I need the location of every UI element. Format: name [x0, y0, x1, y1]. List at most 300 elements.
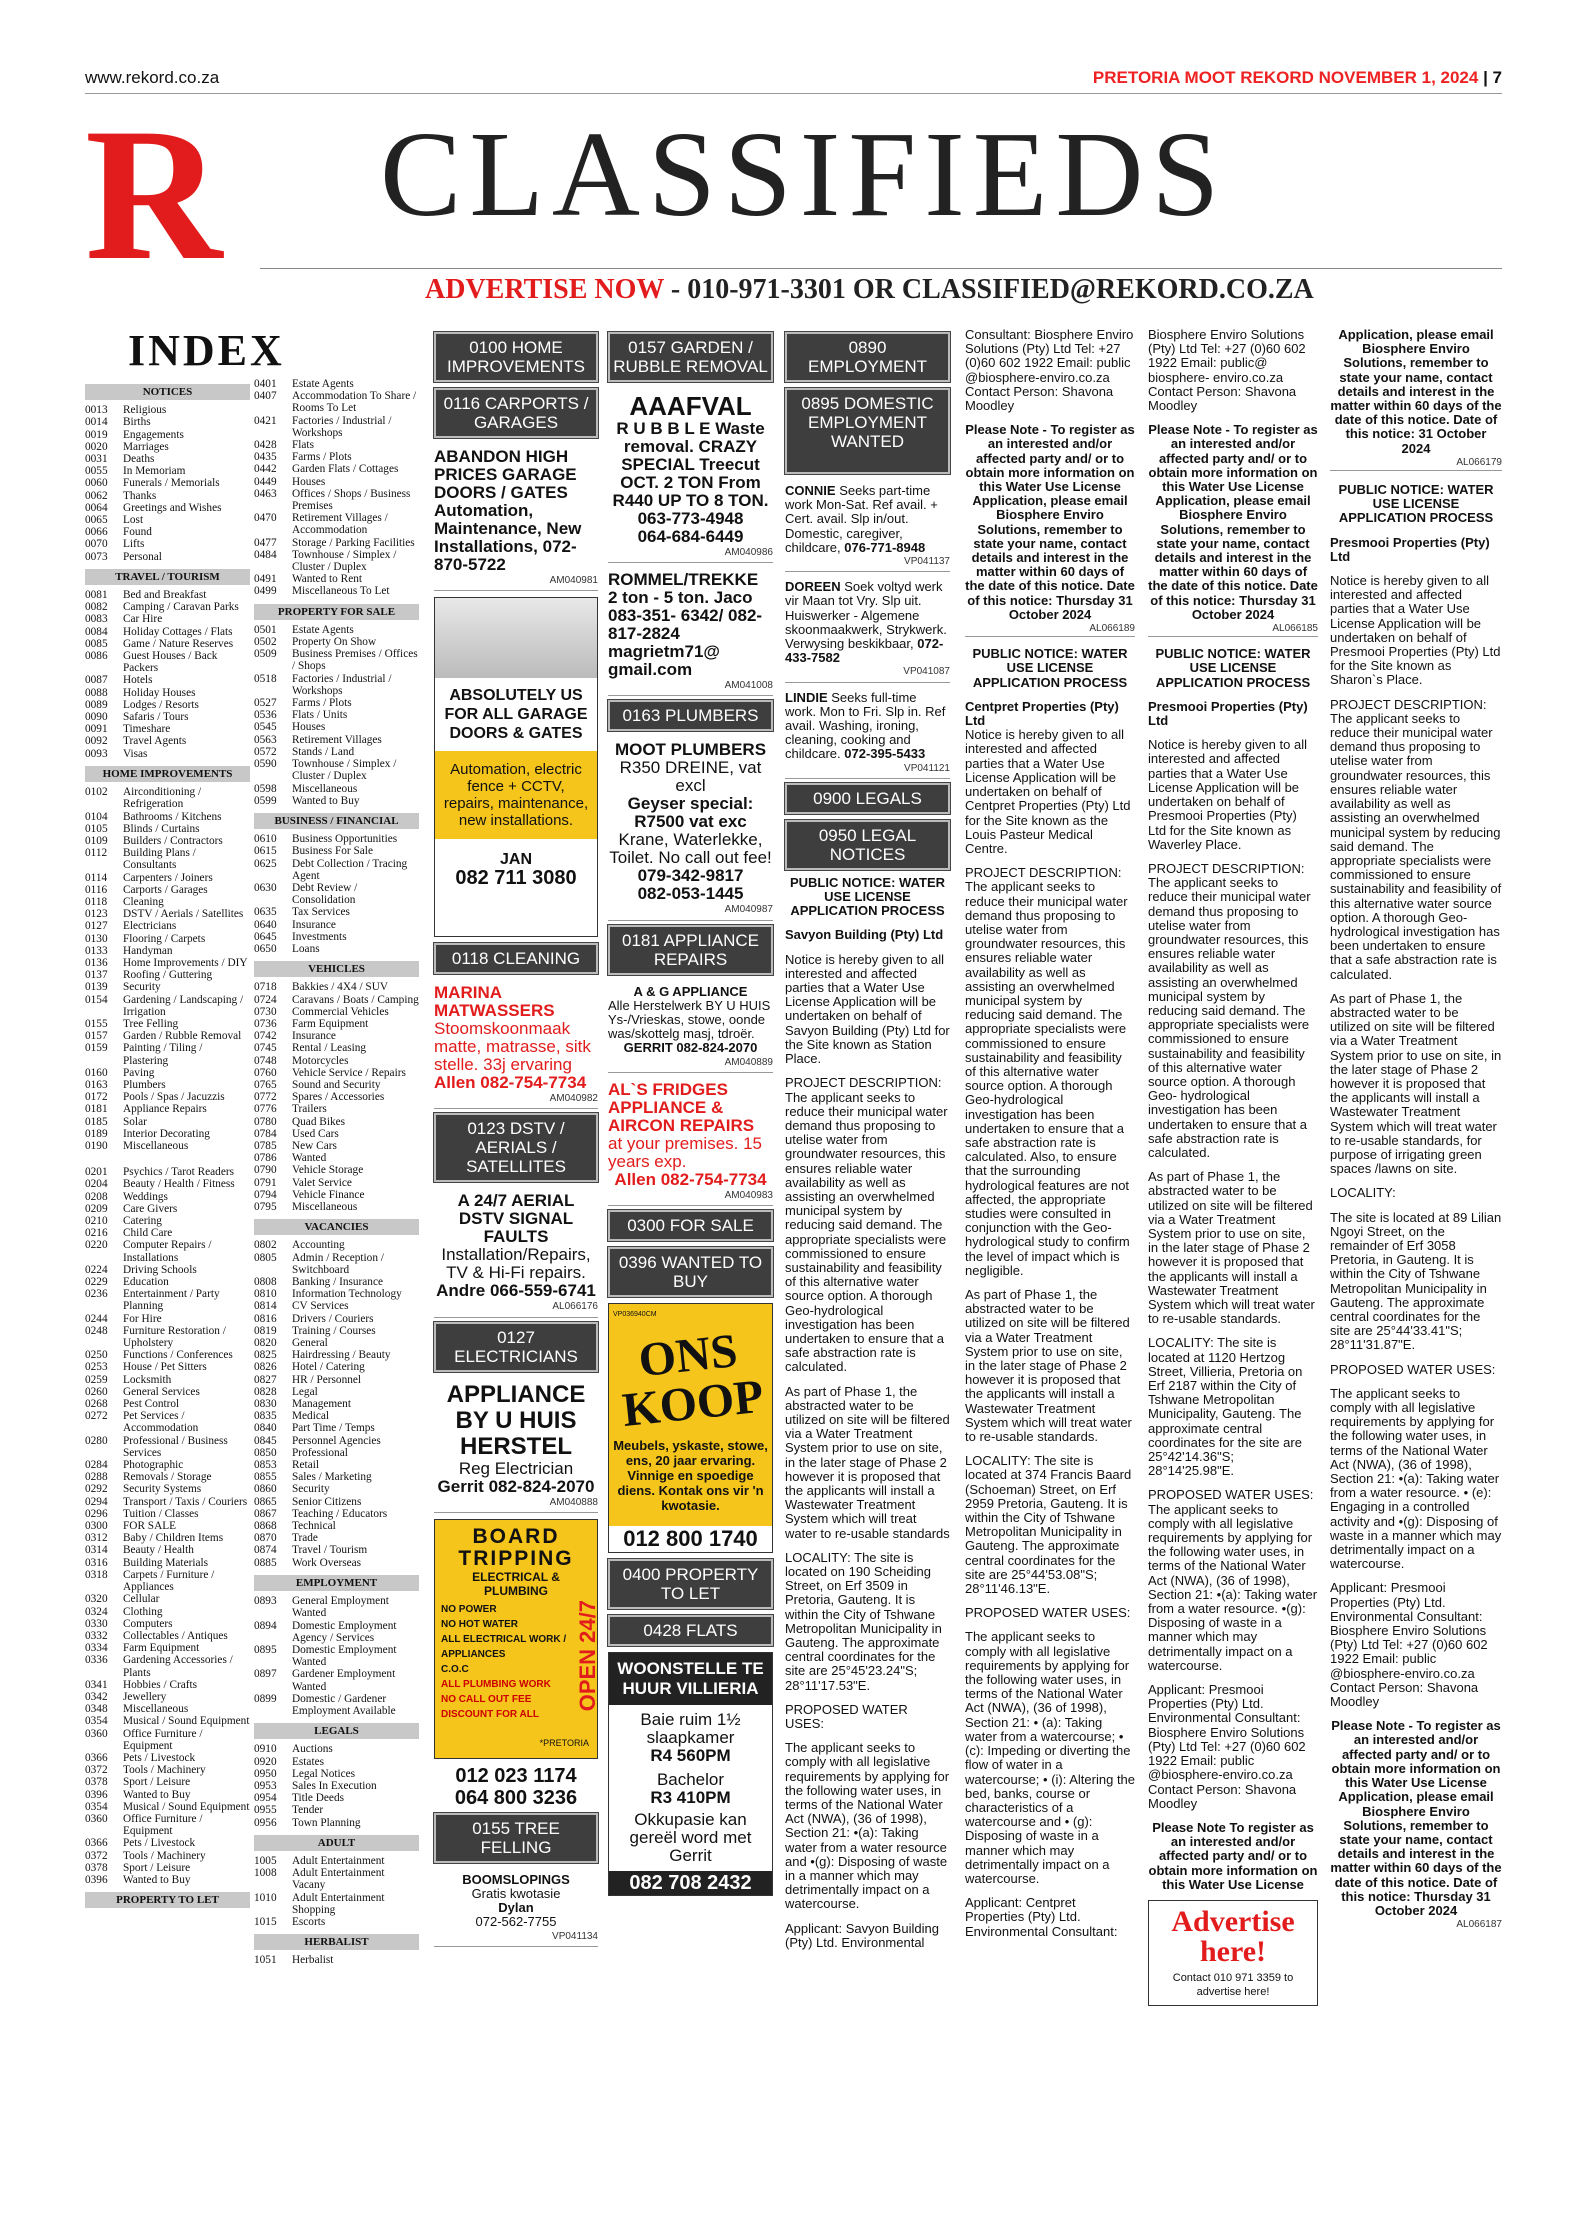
index-label: Interior Decorating — [123, 1127, 210, 1140]
index-code: 0784 — [254, 1127, 277, 1140]
index-item — [85, 1435, 250, 1459]
notice-paragraph: Notice is hereby given to all interested and affected parties that a Water Use License Application will be undertaken on behalf of Centpret Properties (Pty) Ltd for the Site known as the Louis Pasteur Medical Centre. — [965, 727, 1131, 856]
index-code: 0885 — [254, 1556, 277, 1569]
index-label: Estates — [292, 1755, 324, 1768]
index-item — [85, 969, 250, 981]
notice-paragraph: Applicant: Savyon Building (Pty) Ltd. Environmental — [785, 1920, 939, 1950]
index-code: 0825 — [254, 1349, 277, 1362]
index-label: Used Cars — [292, 1127, 339, 1140]
index-label: Paving — [123, 1066, 155, 1079]
index-item — [254, 1410, 419, 1422]
index-section-header: ADULT — [254, 1835, 419, 1851]
index-code: 0019 — [85, 428, 108, 441]
notice-title: PUBLIC NOTICE: WATER USE LICENSE APPLICATION PROCESS — [1155, 646, 1311, 690]
notice-body — [1148, 738, 1318, 1811]
index-code: 1015 — [254, 1915, 277, 1928]
index-code: 0484 — [254, 548, 277, 561]
category-bar[interactable]: 0428 FLATS — [608, 1615, 773, 1646]
index-item — [85, 1752, 250, 1764]
index-code: 0272 — [85, 1410, 108, 1423]
notice-paragraph: PROPOSED WATER USES: — [1330, 1361, 1496, 1377]
notice-paragraph: PROJECT DESCRIPTION: The applicant seeks to reduce their municipal water demand thus proposing to utelise water from groundwater resources, this ensures reliable water availability as well as assisting an overwhelmed municipal system by reducing said demand. The appropriate specialists were commissioned to ensure sustainability and feasibility of this alternative water source option. A thorough Geo-hydrological investigation has been undertaken to ensure that a safe abstraction rate is calculated. Also, to ensure that the surrounding hydrological features are not affected, the appropriate studies were consulted in conjunction with the Geo- hydrological study to confirm the level of impact which is negligible. — [965, 865, 1130, 1278]
index-item — [254, 1867, 419, 1891]
index-label: Trailers — [292, 1103, 327, 1116]
index-item — [85, 490, 250, 502]
index-item — [85, 908, 250, 920]
index-item — [85, 638, 250, 650]
index-code: 0828 — [254, 1385, 277, 1398]
index-item — [254, 1189, 419, 1201]
index-code: 0776 — [254, 1103, 277, 1116]
index-label: Debt Review / Consolidation — [292, 881, 358, 907]
notice-paragraph: Applicant: Centpret Properties (Pty) Ltd. Environmental Consultant: — [965, 1895, 1118, 1939]
notice-paragraph: The applicant seeks to comply with all legislative requirements by applying for the following water uses, in terms of the National Water Act (NWA), (36 of 1998), Section 21: •(a): Taking water from a water resource and •(g): Disposing of waste in a manner which may detrimentally impact on a watercourse. — [785, 1740, 950, 1912]
column-3 — [434, 328, 598, 1951]
top-bar — [85, 64, 1502, 94]
index-label: Pets / Livestock — [123, 1837, 196, 1850]
index-code: 0840 — [254, 1422, 277, 1435]
index-label: Domestic / Gardener Employment Available — [292, 1692, 396, 1717]
category-bar[interactable]: 0900 LEGALS — [785, 783, 950, 814]
index-label: Personal — [123, 550, 162, 563]
category-bar[interactable]: 0127 ELECTRICIANS — [434, 1322, 598, 1372]
index-item — [85, 526, 250, 538]
notice-body — [965, 728, 1135, 1938]
index-label: Catering — [123, 1215, 162, 1227]
index-label: Cellular — [123, 1593, 160, 1606]
index-label: Computer Repairs / Installations — [123, 1239, 212, 1264]
index-label: Cleaning — [123, 895, 164, 908]
index-column-2 — [254, 378, 419, 1967]
index-label: Security — [123, 981, 161, 994]
index-item — [254, 1496, 419, 1508]
index-label: Legal — [292, 1385, 318, 1398]
index-label: Holiday Houses — [123, 686, 196, 699]
index-code: 0348 — [85, 1703, 108, 1716]
index-label: Townhouse / Simplex / Cluster / Duplex — [292, 758, 397, 783]
index-label: Transport / Taxis / Couriers — [123, 1495, 248, 1508]
index-label: Quad Bikes — [292, 1115, 346, 1128]
index-item — [254, 1768, 419, 1780]
index-item — [85, 1654, 250, 1678]
index-code: 0635 — [254, 906, 277, 919]
index-code: 0396 — [85, 1788, 108, 1801]
index-item — [254, 1954, 419, 1966]
index-code: 0065 — [85, 514, 108, 527]
index-code: 0013 — [85, 404, 108, 417]
index-code: 0772 — [254, 1091, 277, 1104]
index-code: 0826 — [254, 1361, 277, 1374]
index-label: Retirement Villages — [292, 733, 382, 746]
index-item — [254, 1693, 419, 1717]
index-label: Pets / Livestock — [123, 1751, 196, 1764]
index-label: In Memoriam — [123, 465, 186, 478]
index-code: 0610 — [254, 833, 277, 846]
index-code: 0435 — [254, 451, 277, 464]
index-code: 0745 — [254, 1042, 277, 1055]
index-item — [254, 1164, 419, 1176]
classified-ad: A 24/7 AERIAL DSTV SIGNAL FAULTS Installation/Repairs, TV & Hi-Fi repairs. Andre 066-559-6741 AL066176 — [434, 1188, 598, 1317]
index-code: 1010 — [254, 1891, 277, 1904]
index-item — [85, 1178, 250, 1190]
index-label: Weddings — [123, 1190, 168, 1203]
index-label: Pools / Spas / Jacuzzis — [123, 1091, 225, 1104]
index-item — [254, 1743, 419, 1755]
index-item — [254, 1300, 419, 1312]
board-phone[interactable]: 064 800 3236 — [454, 1786, 578, 1809]
index-code: 0209 — [85, 1202, 108, 1215]
index-item — [254, 1792, 419, 1804]
board-tripping-ad: BOARD TRIPPING ELECTRICAL & PLUMBING NO POWER NO HOT WATER ALL ELECTRICAL WORK / APPLIANCES C.O.C ALL PLUMBING WORK NO CALL OUT FEE DISCOUNT FOR ALL OPEN 24/7 *PRETORIA — [434, 1519, 598, 1759]
category-bar[interactable]: 0155 TREE FELLING — [434, 1813, 598, 1863]
index-item — [85, 994, 250, 1018]
index-item — [85, 674, 250, 686]
index-code: 0123 — [85, 908, 108, 921]
index-label: Hobbies / Crafts — [123, 1678, 198, 1691]
index-label: Vehicle Finance — [292, 1188, 365, 1201]
index-label: Musical / Sound Equipment — [123, 1715, 250, 1728]
index-item — [254, 476, 419, 488]
index-code: 0795 — [254, 1201, 277, 1213]
index-label: Tools / Machinery — [123, 1764, 206, 1777]
index-item — [254, 1177, 419, 1189]
index-code: 0320 — [85, 1593, 108, 1606]
index-code: 0088 — [85, 686, 108, 699]
index-code: 0229 — [85, 1276, 108, 1289]
index-item — [254, 1804, 419, 1816]
index-code: 0501 — [254, 623, 277, 636]
index-code: 0163 — [85, 1078, 108, 1091]
index-item — [254, 1313, 419, 1325]
notice-paragraph: As part of Phase 1, the abstracted water to be utilized on site will be filtered via a Water Treatment System prior to use on site, in the later stage of Phase 2 however it is proposed that the applicants will install a Wastewater Treatment System which will treat water to re-usable standards — [785, 1383, 950, 1541]
category-bar[interactable]: 0123 DSTV / AERIALS / SATELLITES — [434, 1113, 598, 1182]
index-label: Removals / Storage — [123, 1471, 212, 1484]
index-item — [85, 933, 250, 945]
index-item — [85, 1874, 250, 1886]
category-bar[interactable]: 0116 CARPORTS / GARAGES — [434, 388, 598, 438]
index-label: Hairdressing / Beauty — [292, 1349, 391, 1362]
index-label: Debt Collection / Tracing Agent — [292, 857, 408, 882]
index-item — [254, 943, 419, 955]
index-code: 0865 — [254, 1495, 277, 1508]
notice-paragraph: LOCALITY: The site is located on 190 Scheiding Street, on Erf 3509 in Pretoria, Gauteng. It is within the City of Tshwane Metropolitan Municipality in Gauteng. The approximate central coordinates for the site are 25°45'23.24"S; 28°11'17.53"E. — [785, 1549, 942, 1693]
index-item — [85, 945, 250, 957]
category-bar[interactable]: 0950 LEGAL NOTICES — [785, 820, 950, 870]
index-code: 0133 — [85, 944, 108, 957]
index-label: Gardening Accessories / Plants — [123, 1654, 233, 1679]
index-code: 0085 — [85, 637, 108, 650]
index-label: Clothing — [123, 1605, 163, 1618]
index-item — [254, 1374, 419, 1386]
index-label: General Employment Wanted — [292, 1595, 389, 1620]
index-code: 0502 — [254, 636, 277, 649]
index-label: Trade — [292, 1532, 318, 1545]
index-section-header: NOTICES — [85, 384, 250, 400]
index-code: 0895 — [254, 1643, 277, 1656]
index-label: Thanks — [123, 489, 157, 502]
index-column-1 — [85, 378, 250, 1912]
index-code: 0082 — [85, 601, 108, 614]
index-item — [254, 994, 419, 1006]
notice-paragraph: Notice is hereby given to all interested and affected parties that a Water Use License Application will be undertaken on behalf of Presmooi Properties (Pty) Ltd for the Site known as Sharon`s Place. — [1330, 573, 1501, 688]
index-item — [254, 1532, 419, 1544]
notice-company: Centpret Properties (Pty) Ltd — [965, 698, 1119, 729]
index-code: 0114 — [85, 871, 108, 884]
index-item — [254, 1239, 419, 1251]
index-label: Drivers / Couriers — [292, 1312, 374, 1325]
index-item — [254, 882, 419, 906]
index-label: Sales In Execution — [292, 1779, 377, 1792]
index-label: CV Services — [292, 1300, 349, 1313]
index-code: 0563 — [254, 733, 277, 746]
index-item — [254, 906, 419, 918]
index-item — [85, 650, 250, 674]
index-item — [85, 1703, 250, 1715]
index-code: 0599 — [254, 794, 277, 807]
index-label: Work Overseas — [292, 1556, 362, 1569]
index-label: Building Materials — [123, 1556, 209, 1569]
index-label: Flats / Units — [292, 709, 348, 722]
index-label: Training / Courses — [292, 1324, 376, 1337]
index-item — [254, 1325, 419, 1337]
index-item — [254, 1780, 419, 1792]
board-list-item: DISCOUNT FOR ALL — [441, 1709, 539, 1721]
index-label: Accommodation To Share / Rooms To Let — [292, 390, 417, 415]
index-label: Stands / Land — [292, 745, 355, 758]
index-label: Adult Entertainment Shopping — [292, 1891, 385, 1916]
classified-ad: ABANDON HIGH PRICES GARAGE DOORS / GATES Automation, Maintenance, New Installations, 072-870-5722 AM040981 — [434, 444, 598, 591]
classified-ad: APPLIANCE BY U HUIS HERSTEL Reg Electrician Gerrit 082-824-2070 AM040888 — [434, 1378, 598, 1513]
index-code: 0268 — [85, 1398, 108, 1411]
index-label: Insurance — [292, 1030, 336, 1043]
index-item — [85, 1679, 250, 1691]
category-bar[interactable]: 0118 CLEANING — [434, 943, 598, 974]
index-label: Investments — [292, 930, 347, 943]
index-label: Sport / Leisure — [123, 1861, 191, 1874]
advertise-here-ad[interactable]: Advertise here! Contact 010 971 3359 to advertise here! — [1148, 1900, 1318, 2006]
index-code: 0855 — [254, 1471, 277, 1484]
notice-paragraph: Applicant: Presmooi Properties (Pty) Ltd. Environmental Consultant: Biosphere Enviro Solutions (Pty) Ltd Tel: +27 (0)60 602 1922 Email: public @biosphere-enviro.co.za Contact Person: Shavona Moodley — [1148, 1682, 1306, 1811]
index-item — [254, 1349, 419, 1361]
index-label: Marriages — [123, 440, 169, 453]
index-code: 0372 — [85, 1764, 108, 1777]
category-bar[interactable]: 0181 APPLIANCE REPAIRS — [608, 925, 773, 975]
index-code: 0894 — [254, 1619, 277, 1632]
index-item — [254, 1620, 419, 1644]
index-label: Timeshare — [123, 723, 171, 736]
index-label: Motorcycles — [292, 1054, 349, 1067]
index-label: Business Premises / Offices / Shops — [292, 648, 418, 673]
index-code: 0920 — [254, 1755, 277, 1768]
index-code: 0718 — [254, 981, 277, 994]
index-item — [85, 1042, 250, 1066]
notice-register: Application, please email Biosphere Enviro Solutions, remember to state your name, contact details and interest in the matter within 60 days of the date of this notice. Date of this notice: 31 October 2024 — [1330, 327, 1502, 456]
index-label: Insurance — [292, 918, 336, 931]
index-code: 0284 — [85, 1459, 108, 1472]
index-code: 0316 — [85, 1556, 108, 1569]
index-code: 0366 — [85, 1751, 108, 1764]
index-label: DSTV / Aerials / Satellites — [123, 908, 244, 921]
index-code: 0830 — [254, 1398, 277, 1411]
index-label: Pest Control — [123, 1398, 180, 1411]
index-label: Psychics / Tarot Readers — [123, 1166, 235, 1179]
index-label: Banking / Insurance — [292, 1276, 383, 1289]
index-item — [254, 833, 419, 845]
index-label: Legal Notices — [292, 1767, 356, 1780]
index-code: 0874 — [254, 1544, 277, 1557]
board-list-item: C.O.C — [441, 1664, 469, 1676]
notice-company: Presmooi Properties (Pty) Ltd — [1148, 698, 1308, 729]
index-item — [254, 845, 419, 857]
index-label: Child Care — [123, 1227, 173, 1240]
masthead: CLASSIFIEDS — [380, 107, 1228, 242]
index-label: Game / Nature Reserves — [123, 637, 234, 650]
site-url[interactable]: www.rekord.co.za — [85, 68, 220, 87]
index-code: 0893 — [254, 1595, 277, 1608]
index-item — [254, 1091, 419, 1103]
index-label: Guest Houses / Back Packers — [123, 650, 218, 675]
index-code: 0802 — [254, 1239, 277, 1252]
notice-contact: Consultant: Biosphere Enviro Solutions (Pty) Ltd Tel: +27 (0)60 602 1922 Email: public @biosphere-enviro.co.za Contact Person: Shavona Moodley — [965, 327, 1134, 414]
notice-paragraph: The site is located at 89 Lilian Ngoyi Street, on the remainder of Erf 3058 Pretoria, in Gauteng. It is within the City of Tshwane Metropolitan Municipality in Gauteng. The approximate central coordinates for the site are 25°44'33.41"S; 28°11'31.87"E. — [1330, 1209, 1502, 1353]
index-label: Title Deeds — [292, 1792, 344, 1805]
index-item — [254, 1544, 419, 1556]
index-code: 0181 — [85, 1103, 108, 1116]
index-item — [85, 1642, 250, 1654]
classified-ad: DOREEN Soek voltyd werk vir Maan tot Vry. Slp uit. Huiswerker - Algemene skoonmaakwerk, Strykwerk. Verwysing beskikbaar, 072-433-7582 VP041087 — [785, 576, 950, 682]
index-item — [254, 931, 419, 943]
index-item — [254, 1398, 419, 1410]
index-code: 0104 — [85, 810, 108, 823]
index-code: 0463 — [254, 487, 277, 500]
index-label: Computers — [123, 1617, 173, 1630]
index-item — [85, 1691, 250, 1703]
column-6: Consultant: Biosphere Enviro Solutions (Pty) Ltd Tel: +27 (0)60 602 1922 Email: public @biosphere-enviro.co.za Contact Person: Shavona Moodley Please Note - To register as an interested and/or affected party and/ or to obtain more information on this Water Use License Application, please email Biosphere Enviro Solutions, remember to state your name, contact details and interest in the matter within 60 days of the date of this notice. Date of this notice: Thursday 31 October 2024 AL066189 PUBLIC NOTICE: WATER USE LICENSE APPLICATION PROCESS Centpret Properties (Pty) Ltd Notice is hereby given to all interested and affected parties that a Water Use License Application will be undertaken on behalf of Centpret Properties (Pty) Ltd for the Site known as the Louis Pasteur Medical Centre. PROJECT DESCRIPTION: The applicant seeks to reduce their municipal water demand thus proposing to utelise water from groundwater resources, this ensures reliable water availability as well as assisting an overwhelmed municipal system by reducing said demand. The appropriate specialists were commissioned to ensure sustainability and feasibility of this alternative water source option. A thorough Geo-hydrological investigation has been undertaken to ensure that a safe abstraction rate is calculated. Also, to ensure that the surrounding hydrological features are not affected, the appropriate studies were consulted in conjunction with the Geo- hydrological study to confirm the level of impact which is negligible. As part of Phase 1, the abstracted water to be utilized on site will be filtered via a Water Treatment System prior to use on site, in the later stage of Phase 2 however it is proposed that the applicants will install a Wastewater Treatment System which will treat water to re-usable standards. LOCALITY: The site is located at 374 Francis Baard (Schoeman) Street, on Erf 2959 Pretoria, Gauteng. It is within the City of Tshwane Metropolitan Municipality in Gauteng. The approximate central coordinates for the site are 25°44'53.08"S; 28°11'46.13"E. PROPOSED WATER USES: The applicant seeks to comply with all legislative requirements by applying for the following water uses, in terms of the National Water Act (NWA), (36 of 1998), Section 21: • (a): Taking water from a watercourse; • (c): Impeding or diverting the flow of water in a watercourse; • (i): Altering the bed, banks, course or characteristics of a watercourse and • (g): Disposing of waste in a manner which may detrimentally impact on a watercourse. Applicant: Centpret Properties (Pty) Ltd. Environmental Consultant: — [965, 327, 1136, 1939]
index-code: 0137 — [85, 969, 108, 982]
index-item — [254, 537, 419, 549]
index-item — [254, 512, 419, 536]
index-code: 0109 — [85, 834, 108, 847]
index-label: Caravans / Boats / Camping — [292, 993, 419, 1006]
index-code: 0330 — [85, 1617, 108, 1630]
index-code: 0645 — [254, 930, 277, 943]
index-label: Sales / Marketing — [292, 1471, 372, 1484]
category-bar[interactable]: 0396 WANTED TO BUY — [608, 1247, 773, 1297]
index-item — [85, 872, 250, 884]
category-bar[interactable]: 0100 HOME IMPROVEMENTS — [434, 332, 598, 382]
index-label: Wanted to Buy — [292, 794, 360, 807]
index-label: Flats — [292, 439, 314, 452]
index-code: 0248 — [85, 1324, 108, 1337]
index-item — [85, 1128, 250, 1140]
index-item — [85, 1569, 250, 1593]
index-label: Professional / Business Services — [123, 1434, 228, 1459]
index-item — [85, 551, 250, 563]
category-bar[interactable]: 0895 DOMESTIC EMPLOYMENT WANTED — [785, 388, 950, 474]
notice-body — [1330, 574, 1502, 1709]
index-item — [85, 1349, 250, 1361]
notice-title: PUBLIC NOTICE: WATER USE LICENSE APPLICATION PROCESS — [789, 874, 946, 919]
index-item — [85, 1264, 250, 1276]
index-label: Found — [123, 526, 152, 539]
index-item — [254, 1459, 419, 1471]
index-code: 0572 — [254, 745, 277, 758]
category-bar[interactable]: 0163 PLUMBERS — [608, 700, 773, 731]
index-code: 0955 — [254, 1804, 277, 1817]
index-title: INDEX — [128, 326, 285, 375]
index-label: Lodges / Resorts — [123, 698, 199, 711]
index-code: 0172 — [85, 1091, 108, 1104]
index-item — [85, 884, 250, 896]
index-code: 0332 — [85, 1629, 108, 1642]
index-label: Building Plans / Consultants — [123, 847, 196, 872]
index-code: 0091 — [85, 723, 108, 736]
index-code: 0819 — [254, 1324, 277, 1337]
index-code: 0378 — [85, 1861, 108, 1874]
category-bar[interactable]: 0300 FOR SALE — [608, 1210, 773, 1241]
notice-register: Please Note - To register as an interested and/or affected party and/ or to obtain more information on this Water Use License Application, please email Biosphere Enviro Solutions, remember to state your name, contact details and interest in the matter within 60 days of the date of this notice. Date of this notice: Thursday 31 October 2024 — [1330, 1718, 1502, 1918]
classified-ad: A & G APPLIANCE Alle Herstelwerk BY U HUIS Ys-/Vrieskas, stowe, oonde was/skottelg masj, tdroër. GERRIT 082-824-2070 AM040889 — [608, 981, 773, 1073]
index-item — [85, 1801, 250, 1813]
index-label: HR / Personnel — [292, 1373, 362, 1386]
index-item — [254, 1030, 419, 1042]
index-label: House / Pet Sitters — [123, 1361, 207, 1374]
notice-paragraph: As part of Phase 1, the abstracted water to be utilized on site will be filtered via a Water Treatment System prior to use on site, in the later stage of Phase 2 however it is proposed that the applicants will install a Wastewater Treatment System which will treat water to re-usable standards. — [1148, 1169, 1315, 1327]
notice-register: Please Note - To register as an interested and/or affected party and/ or to obtain more information on this Water Use License Application, please email Biosphere Enviro Solutions, remember to state your name, contact details and interest in the matter within 60 days of the date of this notice. Date of this notice: Thursday 31 October 2024 — [1148, 422, 1318, 622]
category-bar[interactable]: 0157 GARDEN / RUBBLE REMOVAL — [608, 332, 773, 382]
index-item — [254, 1644, 419, 1668]
index-item — [85, 514, 250, 526]
index-section-header: HOME IMPROVEMENTS — [85, 766, 250, 782]
category-bar[interactable]: 0400 PROPERTY TO LET — [608, 1559, 773, 1609]
index-item — [254, 1508, 419, 1520]
index-item — [85, 538, 250, 550]
index-code: 0224 — [85, 1263, 108, 1276]
index-label: Locksmith — [123, 1373, 172, 1386]
category-bar[interactable]: 0890 EMPLOYMENT — [785, 332, 950, 382]
index-item — [85, 1813, 250, 1837]
classified-ad: AAAFVAL R U B B L E Waste removal. CRAZY SPECIAL Treecut OCT. 2 TON From R440 UP TO 8 TON. 063-773-4948 064-684-6449 AM040986 — [608, 388, 773, 563]
index-code: 0730 — [254, 1005, 277, 1018]
index-item — [85, 811, 250, 823]
index-label: Retirement Villages / Accommodation — [292, 512, 388, 537]
index-item — [254, 1668, 419, 1692]
index-label: Farm Equipment — [123, 1642, 200, 1655]
index-label: Retail — [292, 1459, 319, 1472]
garage-doors-ad: ABSOLUTELY US FOR ALL GARAGE DOORS & GATES Automation, electric fence + CCTV, repairs, maintenance, new installations. JAN 082 711 3080 — [434, 597, 598, 937]
notice-paragraph: As part of Phase 1, the abstracted water to be utilized on site will be filtered via a Water Treatment System prior to use on site, in the later stage of Phase 2 however it is proposed that the applicants will install a Wastewater Treatment System which will treat water to re-usable standards. — [965, 1287, 1132, 1445]
index-item — [85, 981, 250, 993]
index-item — [85, 1508, 250, 1520]
index-label: General Services — [123, 1385, 200, 1398]
index-item — [254, 919, 419, 931]
board-phone[interactable]: 012 023 1174 — [455, 1764, 577, 1787]
index-label: Collectables / Antiques — [123, 1629, 228, 1642]
index-item — [85, 1079, 250, 1091]
index-code: 0765 — [254, 1078, 277, 1091]
index-label: Factories / Industrial / Workshops — [292, 672, 392, 697]
index-label: Vehicle Storage — [292, 1164, 364, 1177]
index-item — [85, 1166, 250, 1178]
index-code: 0259 — [85, 1373, 108, 1386]
index-code: 0786 — [254, 1152, 277, 1165]
notice-paragraph: The applicant seeks to comply with all legislative requirements by applying for the following water uses, in terms of the National Water Act (NWA), (36 of 1998), Section 21: • (a): Taking water from a watercourse; • (c): Impeding or diverting the flow of water in a watercourse; • (i): Altering the bed, banks, course or characteristics of a watercourse and • (g): Disposing of waste in a manner which may detrimentally impact on a watercourse. — [965, 1629, 1136, 1886]
index-label: Tuition / Classes — [123, 1507, 199, 1520]
index-code: 0260 — [85, 1385, 108, 1398]
index-code: 0087 — [85, 674, 108, 687]
index-code: 0499 — [254, 585, 277, 598]
index-item — [85, 453, 250, 465]
